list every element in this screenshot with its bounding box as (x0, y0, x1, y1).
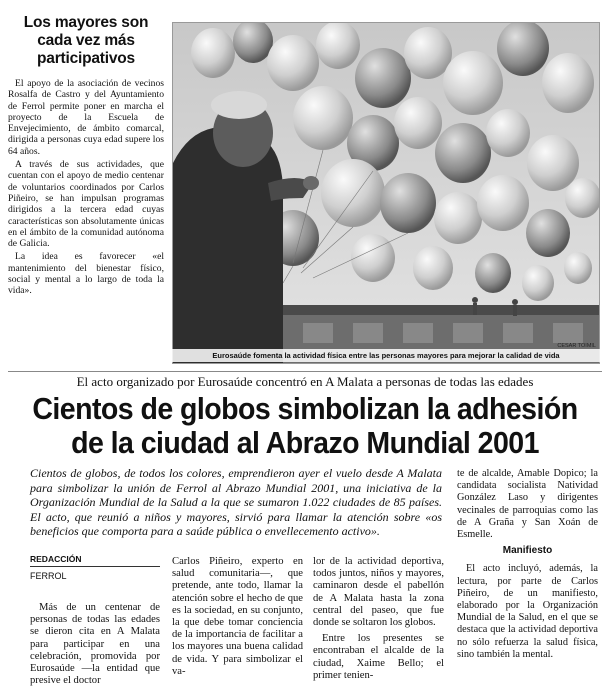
sidebar (8, 14, 164, 299)
byline (30, 554, 160, 581)
photo-caption: Eurosaúde fomenta la actividad física entre las personas mayores para mejorar la calidad de vida (172, 349, 600, 362)
body-paragraph: Más de un centenar de personas de todas las edades se dieron cita en A Malata para participar en una celebración, promovida por Eurosaúde —la entidad que presive el doctor (30, 602, 160, 687)
balloons-photo-illustration (173, 23, 600, 364)
body-column-3 (313, 556, 444, 686)
body-paragraph: Entre los presentes se encontraban el alcalde de la ciudad, Xaime Bello; el primer tenien- (313, 633, 444, 681)
body-paragraph: El acto incluyó, además, la lectura, por parte de Carlos Piñeiro, de un manifiesto, elaborado por la Organización Mundial de la Salud, en el que se destaca que la actividad deportiva no sólo refuerza la salud física, sino también la mental. (457, 563, 598, 660)
sidebar-paragraph: El apoyo de la asociación de vecinos Rosalfa de Castro y del Ayuntamiento de Ferrol permite poner en marcha el proyecto de la Escuela de Envejecimiento, de ámbito comarcal, dirigida a personas cuya edad supere los 64 años. (8, 78, 164, 157)
photo-credit: CESAR TOIMIL (557, 343, 596, 349)
body-paragraph: te de alcalde, Amable Dopico; la candidata socialista Natividad González Laso y dirigentes vecinales de parroquias como las de A Graña y San Xoán de Esmelle. (457, 468, 598, 541)
article-lead: Cientos de globos, de todos los colores, emprendieron ayer el vuelo desde A Malata para simbolizar la unión de Ferrol al Abrazo Mundial 2001, una iniciativa de la Organización Mundial de la Salud a la que se sumaron 1.022 ciudades de 85 países. El acto, que reunió a niños y mayores, sirvió para llamar la atención sobre «os beneficios que comporta para a saúde pública o envellecemento activo». (30, 466, 442, 539)
article-headline: Cientos de globos simbolizan la adhesión de la ciudad al Abrazo Mundial 2001 (32, 391, 578, 460)
body-column-2 (172, 556, 303, 682)
body-column-4 (457, 468, 598, 665)
body-paragraph: Carlos Piñeiro, experto en salud comunitaria—, que pretende, ante todo, llamar la atención sobre el hecho de que es la sociedad, en su conjunto, la que debe tomar conciencia de la importancia de facilitar a los mayores una buena calidad de vida. Y para simbolizar el va- (172, 556, 303, 677)
byline-author: REDACCIÓN (30, 554, 160, 567)
body-paragraph: lor de la actividad deportiva, todos juntos, niños y mayores, caminaron desde el pabellón de A Malata hasta la zona central del paseo, que fue donde se soltaron los globos. (313, 556, 444, 629)
news-photo (172, 22, 600, 364)
sidebar-paragraph: La idea es favorecer «el mantenimiento del bienestar físico, social y mental a lo largo de toda la vida». (8, 251, 164, 297)
sidebar-paragraph: A través de sus actividades, que cuentan con el apoyo de medio centenar de voluntarios coordinados por Carlos Piñeiro, se han impulsan programas dirigidos a la tercera edad cuyas características son absolutamente únicas en el ámbito de la comunidad autónoma de Galicia. (8, 159, 164, 250)
sidebar-title: Los mayores son cada vez más participativos (23, 14, 149, 67)
section-divider (8, 371, 602, 372)
article-kicker: El acto organizado por Eurosaúde concentró en A Malata a personas de todas las edades (76, 374, 534, 389)
subheading-manifiesto: Manifiesto (502, 545, 553, 557)
body-column-1 (30, 602, 160, 688)
byline-place: FERROL (30, 571, 67, 581)
